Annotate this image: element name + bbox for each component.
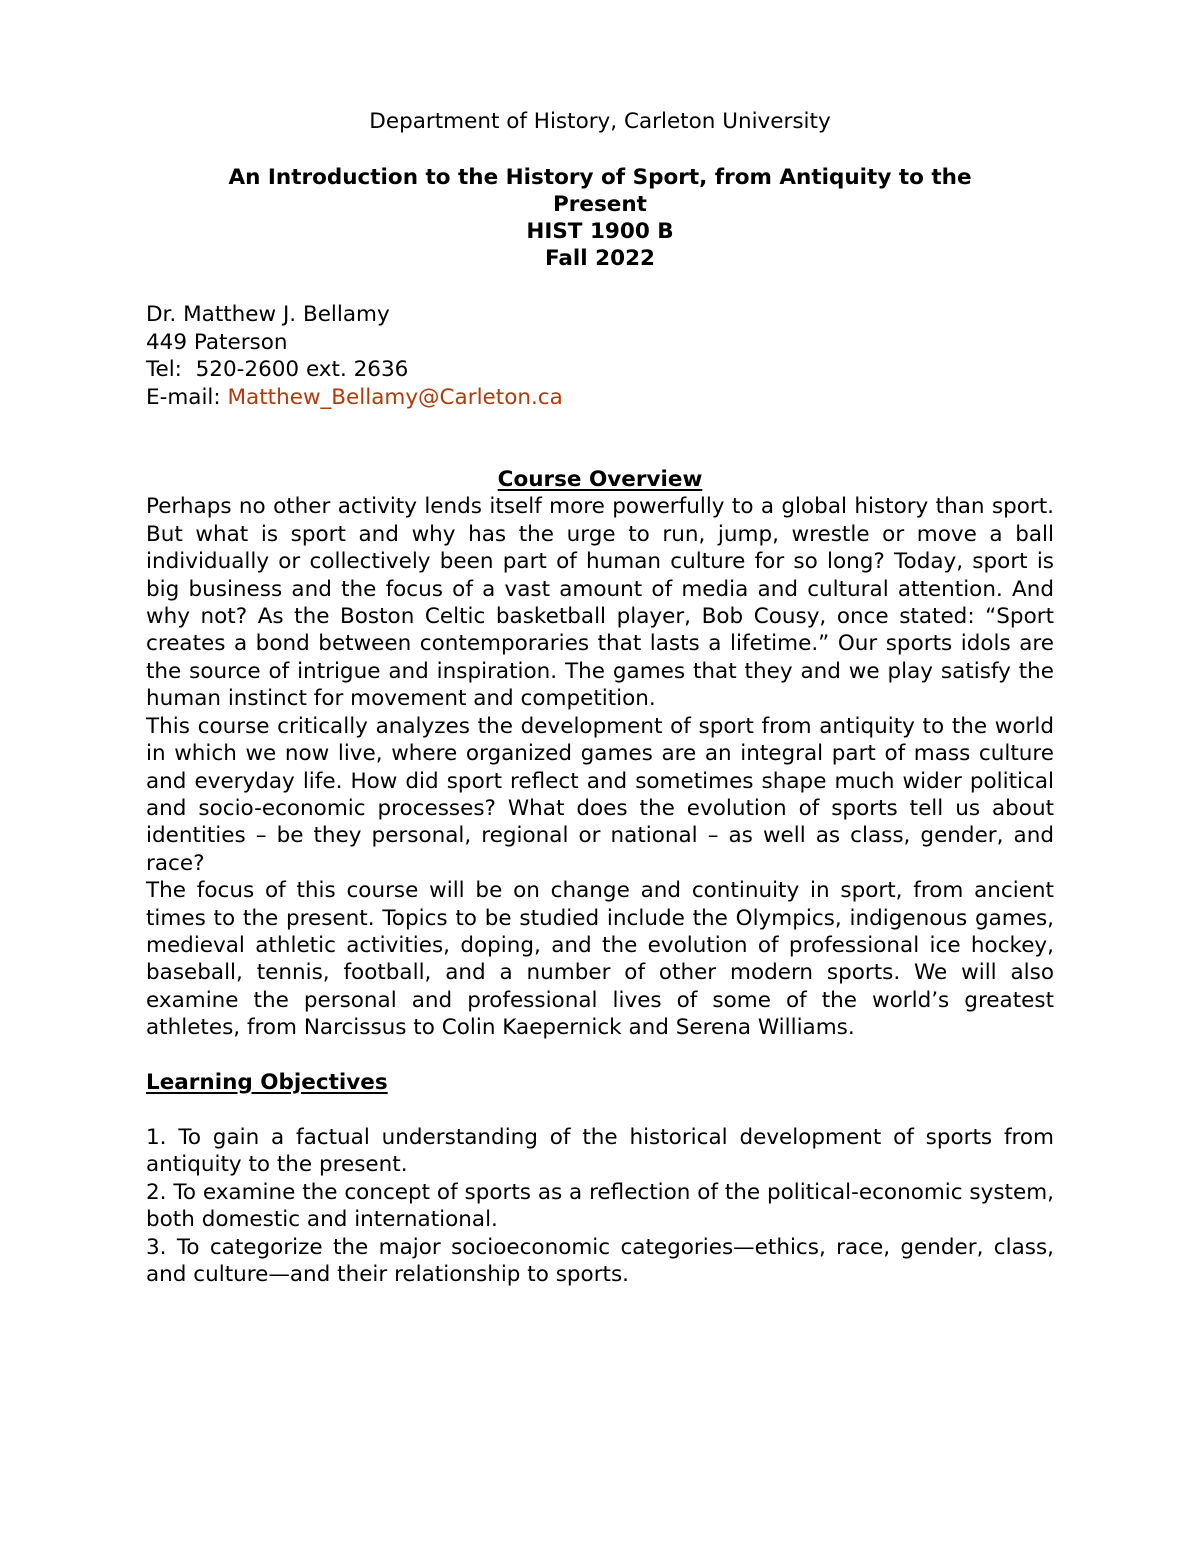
- instructor-name: Dr. Matthew J. Bellamy: [146, 302, 390, 328]
- course-overview-heading: Course Overview: [497, 467, 703, 493]
- email-label: E-mail:: [146, 384, 228, 410]
- objective-item: 1. To gain a factual understanding of the historical development of sports from antiquity to the present.: [146, 1124, 1054, 1178]
- overview-paragraph-3: The focus of this course will be on change and continuity in sport, from ancient times to the present. Topics to be studied include the Olympics, indigenous games, medieval athletic activities, doping, and the evolution of professional ice hockey, baseball, tennis, football, and a number of other modern sports. We will also examine the personal and professional lives of some of the world’s greatest athletes, from Narcissus to Colin Kaepernick and Serena Williams.: [146, 878, 1054, 1041]
- document-page: [146, 108, 1054, 1288]
- course-term: Fall 2022: [545, 246, 655, 272]
- learning-objectives-list: [146, 1124, 1054, 1288]
- department-name: Department of History, Carleton University: [369, 109, 831, 134]
- objective-item: 3. To categorize the major socioeconomic categories—ethics, race, gender, class, and culture—and their relationship to sports.: [146, 1234, 1054, 1287]
- instructor-contact: [146, 301, 1054, 411]
- overview-paragraph-1: Perhaps no other activity lends itself more powerfully to a global history than sport. But what is sport and why has the urge to run, jump, wrestle or move a ball individually or collectively been part of human culture for so long? Today, sport is big business and the focus of a vast amount of media and cultural attention. And why not? As the Boston Celtic basketball player, Bob Cousy, once stated: “Sport creates a bond between contemporaries that lasts a lifetime.” Our sports idols are the source of intrigue and inspiration. The games that they and we play satisfy the human instinct for movement and competition.: [146, 494, 1054, 712]
- overview-paragraph-2: This course critically analyzes the development of sport from antiquity to the world in which we now live, where organized games are an integral part of mass culture and everyday life. How did sport reflect and sometimes shape much wider political and socio-economic processes? What does the evolution of sports tell us about identities – be they personal, regional or national – as well as class, gender, and race?: [146, 713, 1054, 876]
- course-title-line-1: An Introduction to the History of Sport, from Antiquity to the: [228, 165, 972, 191]
- instructor-email-line: [146, 384, 1054, 411]
- course-title-line-2: Present: [553, 192, 647, 218]
- objective-item: 2. To examine the concept of sports as a reflection of the political-economic system, both domestic and international.: [146, 1179, 1054, 1233]
- instructor-phone: Tel: 520-2600 ext. 2636: [146, 357, 409, 383]
- course-code: HIST 1900 B: [526, 219, 674, 245]
- learning-objectives-heading: Learning Objectives: [146, 1069, 388, 1095]
- course-title-block: [146, 164, 1054, 272]
- instructor-office: 449 Paterson: [146, 329, 288, 355]
- email-link[interactable]: Matthew_Bellamy@Carleton.ca: [227, 384, 563, 410]
